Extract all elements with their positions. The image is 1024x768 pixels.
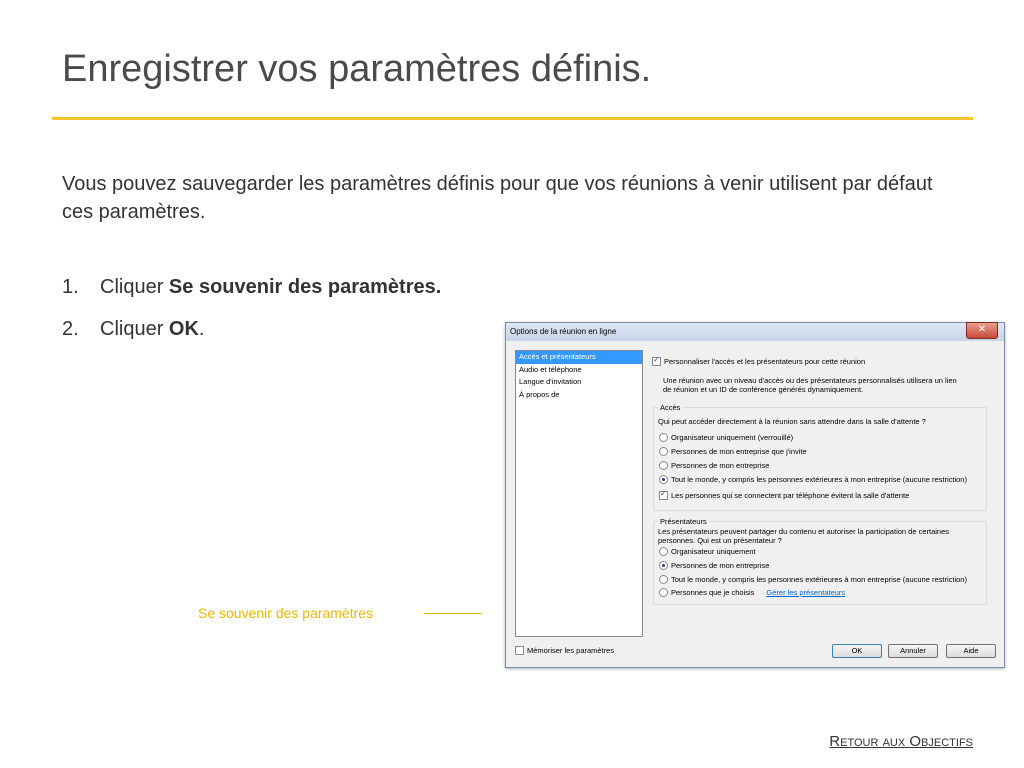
phone-bypass-row[interactable] [659, 491, 909, 500]
radio-button[interactable] [659, 447, 668, 456]
step-emphasis: Se souvenir des paramètres. [168, 276, 442, 298]
step-item [62, 316, 441, 358]
dialog-title: Options de la réunion en ligne [510, 327, 617, 336]
callout-label: Se souvenir des paramètres [198, 605, 374, 621]
dialog-titlebar [506, 323, 1004, 341]
access-option[interactable] [659, 447, 807, 456]
step-number: 2. [62, 318, 79, 340]
radio-button[interactable] [659, 461, 668, 470]
ok-button[interactable]: OK [832, 644, 882, 658]
checkbox-checked[interactable] [652, 357, 661, 366]
access-option[interactable] [659, 433, 793, 442]
customize-note: de réunion et un ID de conférence générés dynamiquement. [663, 385, 864, 394]
presenters-heading: Présentateurs [660, 517, 707, 526]
remember-label: Mémoriser les paramètres [527, 646, 615, 655]
access-option-label: Personnes de mon entreprise [671, 461, 770, 470]
intro-paragraph: Vous pouvez sauvegarder les paramètres définis pour que vos réunions à venir utilisent par défaut ces paramètres. [62, 173, 933, 223]
access-option-label: Organisateur uniquement (verrouillé) [671, 433, 794, 442]
radio-button-selected[interactable] [659, 475, 668, 484]
customize-checkbox-label: Personnaliser l'accès et les présentateurs pour cette réunion [664, 357, 866, 366]
radio-button[interactable] [659, 433, 668, 442]
step-item [62, 274, 441, 316]
nav-item-about[interactable]: À propos de [519, 389, 560, 399]
return-to-objectives-link[interactable]: Retour aux Objectifs [829, 733, 973, 750]
radio-button[interactable] [659, 575, 668, 584]
nav-item-language[interactable]: Langue d'invitation [519, 377, 582, 386]
customize-checkbox-row[interactable] [652, 357, 865, 366]
slide-title: Enregistrer vos paramètres définis. [62, 48, 652, 90]
access-option-label: Tout le monde, y compris les personnes extérieures à mon entreprise (aucune restriction) [671, 475, 967, 484]
checkbox-checked[interactable] [659, 491, 668, 500]
close-icon[interactable]: ✕ [966, 322, 998, 339]
callout-line [424, 613, 482, 614]
dialog-nav-list [515, 350, 643, 637]
access-option-label: Personnes de mon entreprise que j'invite [671, 447, 807, 456]
remember-settings-row[interactable] [515, 646, 614, 655]
presenter-option[interactable] [659, 547, 756, 556]
step-text: Cliquer [100, 318, 169, 340]
presenter-option[interactable] [659, 561, 769, 570]
presenter-option-label: Personnes que je choisis [671, 588, 755, 597]
presenter-option[interactable] [659, 575, 967, 584]
radio-button[interactable] [659, 547, 668, 556]
presenters-desc: personnes. Qui est un présentateur ? [658, 536, 782, 545]
step-number: 1. [62, 276, 79, 298]
step-emphasis: OK [168, 318, 199, 340]
access-heading: Accès [660, 403, 681, 412]
phone-bypass-label: Les personnes qui se connectent par téléphone évitent la salle d'attente [671, 491, 910, 500]
title-underline [52, 117, 973, 120]
radio-button-selected[interactable] [659, 561, 668, 570]
radio-button[interactable] [659, 588, 668, 597]
presenters-desc: Les présentateurs peuvent partager du contenu et autoriser la participation de certaines [658, 527, 950, 536]
cancel-button[interactable]: Annuler [888, 644, 938, 658]
nav-item-access[interactable]: Accès et présentateurs [516, 351, 642, 364]
customize-note: Une réunion avec un niveau d'accès ou des présentateurs personnalisés utilisera un lien [663, 376, 957, 385]
presenter-option[interactable] [659, 588, 845, 597]
step-suffix: . [198, 318, 205, 340]
access-question: Qui peut accéder directement à la réunion sans attendre dans la salle d'attente ? [658, 417, 926, 426]
access-option[interactable] [659, 461, 769, 470]
remember-checkbox[interactable] [515, 646, 524, 655]
presenter-option-label: Personnes de mon entreprise [671, 561, 770, 570]
help-button[interactable]: Aide [946, 644, 996, 658]
step-text: Cliquer [100, 276, 169, 298]
nav-item-audio[interactable]: Audio et téléphone [519, 364, 582, 374]
steps-list [62, 274, 441, 358]
presenter-option-label: Organisateur uniquement [671, 547, 756, 556]
manage-presenters-link[interactable]: Gérer les présentateurs [766, 588, 846, 597]
meeting-options-dialog [505, 322, 1005, 668]
presenter-option-label: Tout le monde, y compris les personnes extérieures à mon entreprise (aucune restriction) [671, 575, 967, 584]
access-option[interactable] [659, 475, 967, 484]
